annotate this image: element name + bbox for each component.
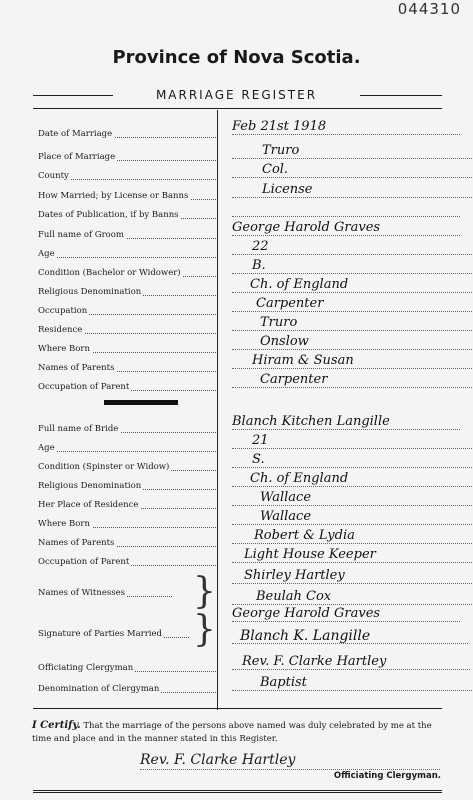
value-how-married: License [232, 182, 473, 198]
clergy-signature: Rev. F. Clarke Hartley [140, 752, 440, 768]
register-subtitle: MARRIAGE REGISTER [155, 88, 318, 102]
label-groom-parent-occupation: Occupation of Parent [38, 380, 220, 394]
value-groom-age: 22 [232, 239, 473, 255]
label-witnesses: Names of Witnesses [38, 586, 176, 600]
label-clergy-denomination: Denomination of Clergyman [38, 682, 220, 696]
value-groom-condition: B. [232, 258, 473, 274]
label-groom-religion: Religious Denomination [38, 285, 220, 299]
value-officiating-clergyman: Rev. F. Clarke Hartley [232, 654, 470, 670]
label-how-married: How Married; by License or Banns [38, 189, 220, 203]
label-groom-parents: Names of Parents [38, 361, 220, 375]
value-signature-bride: Blanch K. Langille [232, 628, 468, 644]
label-bride-parents: Names of Parents [38, 536, 220, 550]
label-bride-condition: Condition (Spinster or Widow) [38, 460, 220, 474]
label-signatures: Signature of Parties Married [38, 627, 193, 641]
document-number: 044310 [397, 0, 461, 18]
value-bride-where-born: Wallace [232, 509, 473, 525]
label-groom-name: Full name of Groom [38, 228, 220, 242]
value-groom-occupation: Carpenter [232, 296, 473, 312]
label-officiating-clergyman: Officiating Clergyman [38, 661, 220, 675]
value-bride-residence: Wallace [232, 490, 473, 506]
value-clergy-denomination: Baptist [232, 675, 473, 691]
value-dates-of-publication [232, 201, 460, 217]
section-divider-bar [104, 400, 178, 405]
label-bride-name: Full name of Bride [38, 422, 220, 436]
label-groom-where-born: Where Born [38, 342, 220, 356]
label-bride-age: Age [38, 441, 220, 455]
certify-lead: I Certify. [32, 720, 81, 731]
value-bride-religion: Ch. of England [232, 471, 473, 487]
value-bride-age: 21 [232, 433, 473, 449]
value-bride-condition: S. [232, 452, 473, 468]
value-place-of-marriage: Truro [232, 143, 473, 159]
value-bride-name: Blanch Kitchen Langille [232, 414, 460, 430]
signatures-brace: } [193, 609, 216, 650]
label-groom-condition: Condition (Bachelor or Widower) [38, 266, 220, 280]
footer-rule [33, 790, 442, 793]
label-groom-age: Age [38, 247, 220, 261]
value-groom-parents: Hiram & Susan [232, 353, 473, 369]
label-date-of-marriage: Date of Marriage [38, 127, 220, 141]
label-bride-parent-occupation: Occupation of Parent [38, 555, 220, 569]
value-witness-1: Shirley Hartley [232, 568, 472, 584]
label-bride-residence: Her Place of Residence [38, 498, 220, 512]
label-groom-occupation: Occupation [38, 304, 220, 318]
value-groom-parent-occupation: Carpenter [232, 372, 473, 388]
value-groom-residence: Truro [232, 315, 473, 331]
value-groom-where-born: Onslow [232, 334, 473, 350]
value-bride-parents: Robert & Lydia [232, 528, 473, 544]
value-signature-groom: George Harold Graves [232, 606, 460, 622]
label-county: County [38, 169, 220, 183]
value-groom-religion: Ch. of England [232, 277, 473, 293]
label-place-of-marriage: Place of Marriage [38, 150, 220, 164]
certify-body: That the marriage of the persons above named was duly celebrated by me at the time and place and in the manner stated in this Register. [32, 721, 432, 744]
label-bride-where-born: Where Born [38, 517, 220, 531]
value-county: Col. [232, 162, 473, 178]
certification-text [32, 719, 444, 746]
subtitle-rule-right [360, 95, 442, 96]
certify-rule [33, 708, 442, 709]
value-bride-parent-occupation: Light House Keeper [232, 547, 472, 563]
label-groom-residence: Residence [38, 323, 220, 337]
label-dates-of-publication: Dates of Publication, if by Banns [38, 208, 220, 222]
witnesses-brace: } [193, 571, 216, 612]
value-date-of-marriage: Feb 21st 1918 [232, 119, 460, 135]
value-witness-2: Beulah Cox [232, 589, 473, 605]
value-groom-name: George Harold Graves [232, 220, 460, 236]
page-title: Province of Nova Scotia. [112, 47, 361, 68]
clergy-signature-label: Officiating Clergyman. [333, 771, 441, 781]
label-bride-religion: Religious Denomination [38, 479, 220, 493]
header-rule [33, 108, 442, 109]
